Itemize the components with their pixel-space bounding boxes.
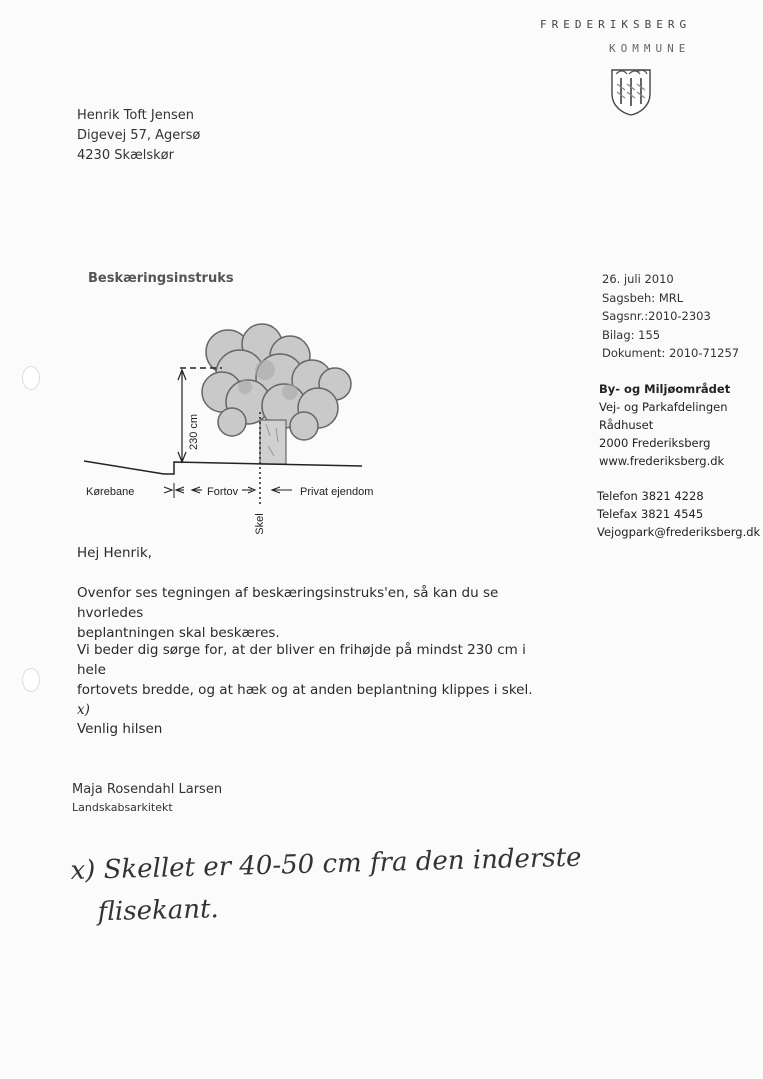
department-city: 2000 Frederiksberg <box>599 436 711 450</box>
signature-title: Landskabsarkitekt <box>72 801 173 814</box>
department-division: Vej- og Parkafdelingen <box>599 400 728 414</box>
height-label: 230 cm <box>188 413 200 451</box>
paragraph-2-line-1: Vi beder dig sørge for, at der bliver en frihøjde på mindst 230 cm i hele <box>77 642 526 678</box>
recipient-street: Digevej 57, Agersø <box>77 128 201 143</box>
case-handler: Sagsbeh: MRL <box>602 290 684 305</box>
letter-date: 26. juli 2010 <box>602 272 674 286</box>
punch-hole <box>22 668 40 692</box>
paragraph-2-text: fortovets bredde, og at hæk og at anden beplantning klippes i skel. <box>77 682 533 698</box>
document-number: Dokument: 2010-71257 <box>602 346 740 360</box>
contact-phone: Telefon 3821 4228 <box>597 489 704 503</box>
handwritten-note <box>70 834 692 934</box>
coat-of-arms-icon <box>610 66 652 116</box>
handwritten-note-line-1: x) Skellet er 40-50 cm fra den inderste <box>70 842 582 886</box>
sidewalk-label: Fortov <box>207 486 239 498</box>
private-label: Privat ejendom <box>300 486 374 498</box>
org-name-line2: KOMMUNE <box>609 42 691 55</box>
road-label: Kørebane <box>86 486 135 498</box>
footnote-mark: x) <box>77 702 90 718</box>
document-title: Beskæringsinstruks <box>88 271 234 286</box>
department-block <box>599 380 730 470</box>
paragraph-1-line-1: Ovenfor ses tegningen af beskæringsinstruks'en, så kan du se hvorledes <box>77 585 499 621</box>
paragraph-1 <box>77 583 547 643</box>
boundary-label: Skel <box>253 513 266 535</box>
department-website: www.frederiksberg.dk <box>599 454 725 468</box>
case-number: Sagsnr.:2010-2303 <box>602 309 711 323</box>
contact-email: Vejogpark@frederiksberg.dk <box>597 525 761 539</box>
contact-fax: Telefax 3821 4545 <box>597 507 704 521</box>
attachment-number: Bilag: 155 <box>602 327 661 342</box>
department-building: Rådhuset <box>599 418 654 432</box>
signature-name: Maja Rosendahl Larsen <box>72 782 223 797</box>
arrow-right-icon <box>164 487 172 493</box>
recipient-address <box>77 106 200 166</box>
paragraph-2 <box>77 640 547 720</box>
contact-block <box>597 487 760 541</box>
department-name: By- og Miljøområdet <box>599 382 731 396</box>
case-metadata <box>602 270 739 363</box>
paragraph-1-line-2: beplantningen skal beskæres. <box>77 625 280 641</box>
recipient-name: Henrik Toft Jensen <box>77 108 194 123</box>
punch-hole <box>22 366 40 390</box>
greeting: Hej Henrik, <box>77 545 152 561</box>
org-name-line1: FREDERIKSBERG <box>540 18 692 31</box>
tree-trunk <box>260 420 286 464</box>
recipient-city: 4230 Skælskør <box>77 148 174 163</box>
closing: Venlig hilsen <box>77 721 163 737</box>
ground-profile <box>84 461 362 474</box>
handwritten-note-line-2: flisekant. <box>97 894 220 928</box>
paragraph-2-line-2 <box>77 680 547 720</box>
pruning-diagram <box>80 312 380 547</box>
